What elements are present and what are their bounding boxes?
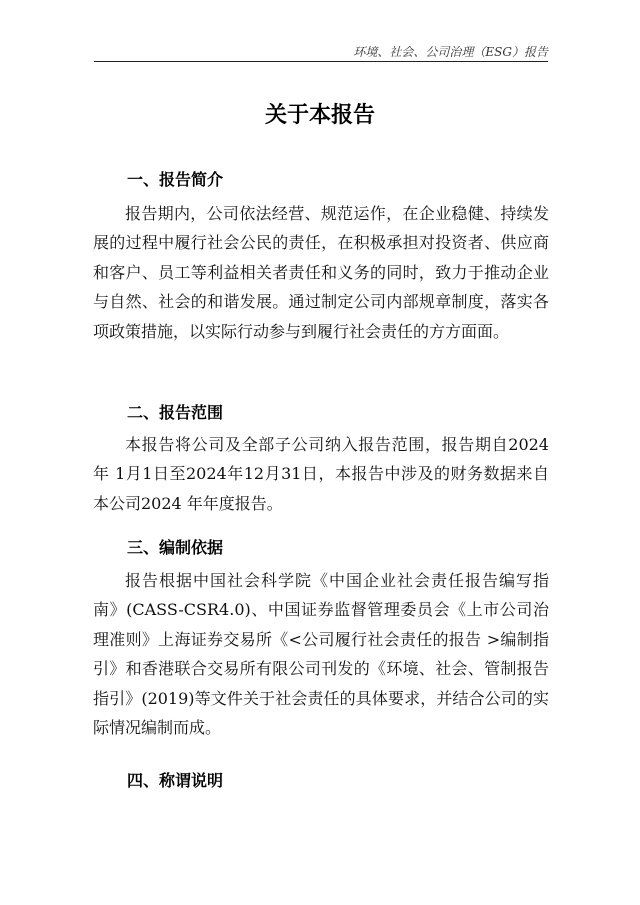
running-header: 环境、社会、公司治理（ESG）报告 — [353, 45, 548, 59]
header-divider — [94, 61, 548, 62]
section-heading-basis: 三、编制依据 — [127, 538, 224, 557]
section-body-scope: 本报告将公司及全部子公司纳入报告范围，报告期自2024年 1月1日至2024年12月31日，本报告中涉及的财务数据来自本公司2024 年年度报告。 — [93, 435, 549, 513]
section-heading-intro: 一、报告简介 — [127, 170, 224, 189]
section-body-intro: 报告期内，公司依法经营、规范运作，在企业稳健、持续发展的过程中履行社会公民的责任，在积极承担对投资者、供应商和客户、员工等利益相关者责任和义务的同时，致力于推动企业与自然、社会的和谐发展。通过制定公司内部规章制度，落实各项政策措施，以实际行动参与到履行社会责任的方方面面。 — [93, 204, 549, 341]
section-heading-scope: 二、报告范围 — [127, 403, 224, 422]
section-body-basis: 报告根据中国社会科学院《中国企业社会责任报告编写指南》(CASS-CSR4.0)、中国证券监督管理委员会《上市公司治理准则》上海证券交易所《<公司履行社会责任的报告 >编制指引》和香港联合交易所有限公司刊发的《环境、社会、管制报告指引》(2019)等文件关于社会责任的具体要求，并结合公司的实际情况编制而成。 — [93, 571, 549, 738]
page-title: 关于本报告 — [264, 103, 375, 128]
section-heading-terms: 四、称谓说明 — [127, 771, 224, 790]
